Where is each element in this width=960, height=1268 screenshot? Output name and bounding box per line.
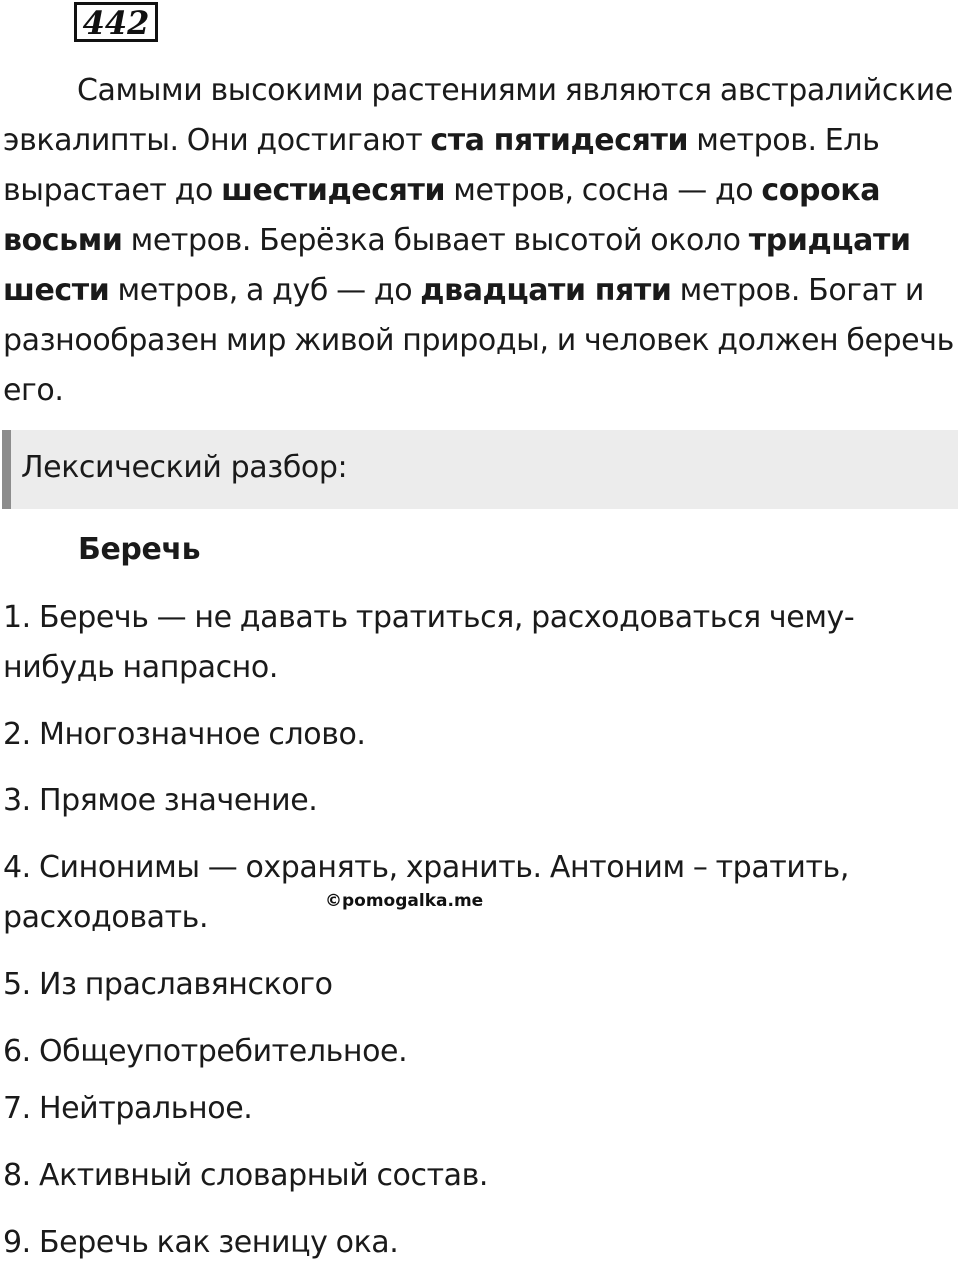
text-segment-bold: тридцати шести	[3, 223, 911, 308]
analysis-item: 1. Беречь — не давать тратиться, расходоваться чему-нибудь напрасно.	[3, 600, 855, 685]
section-title: Лексический разбор:	[21, 450, 348, 485]
text-segment-bold: двадцати пяти	[420, 273, 672, 308]
text-segment: метров. Ель вырастает до	[3, 123, 880, 208]
text-segment-bold: шестидесяти	[221, 173, 446, 208]
analyzed-word: Беречь	[78, 532, 201, 567]
analysis-item: 8. Активный словарный состав.	[3, 1158, 489, 1193]
section-header	[2, 430, 958, 509]
analysis-item: 2. Многозначное слово.	[3, 717, 366, 752]
watermark: ©pomogalka.me	[325, 891, 484, 911]
analysis-item: 5. Из праславянского	[3, 967, 333, 1002]
analysis-item: 9. Беречь как зеницу ока.	[3, 1225, 399, 1260]
text-segment: метров, а дуб — до	[109, 273, 421, 308]
text-segment: метров. Богат и разнообразен мир живой природы, и человек должен беречь его.	[3, 273, 954, 408]
text-segment-bold: сорока восьми	[3, 173, 881, 258]
text-segment: метров, сосна — до	[445, 173, 762, 208]
exercise-number: 442	[74, 2, 158, 42]
text-segment-bold: ста пятидесяти	[430, 123, 689, 158]
analysis-item: 7. Нейтральное.	[3, 1091, 253, 1126]
analysis-item: 4. Синонимы — охранять, хранить. Антоним – тратить, расходовать.	[3, 850, 849, 935]
exercise-text	[3, 66, 960, 416]
analysis-item: 6. Общеупотребительное.	[3, 1034, 408, 1069]
text-segment: метров. Берёзка бывает высотой около	[122, 223, 749, 258]
text-segment: Самыми высокими растениями являются австралийские эвкалипты. Они достигают	[3, 73, 953, 158]
analysis-item: 3. Прямое значение.	[3, 783, 318, 818]
